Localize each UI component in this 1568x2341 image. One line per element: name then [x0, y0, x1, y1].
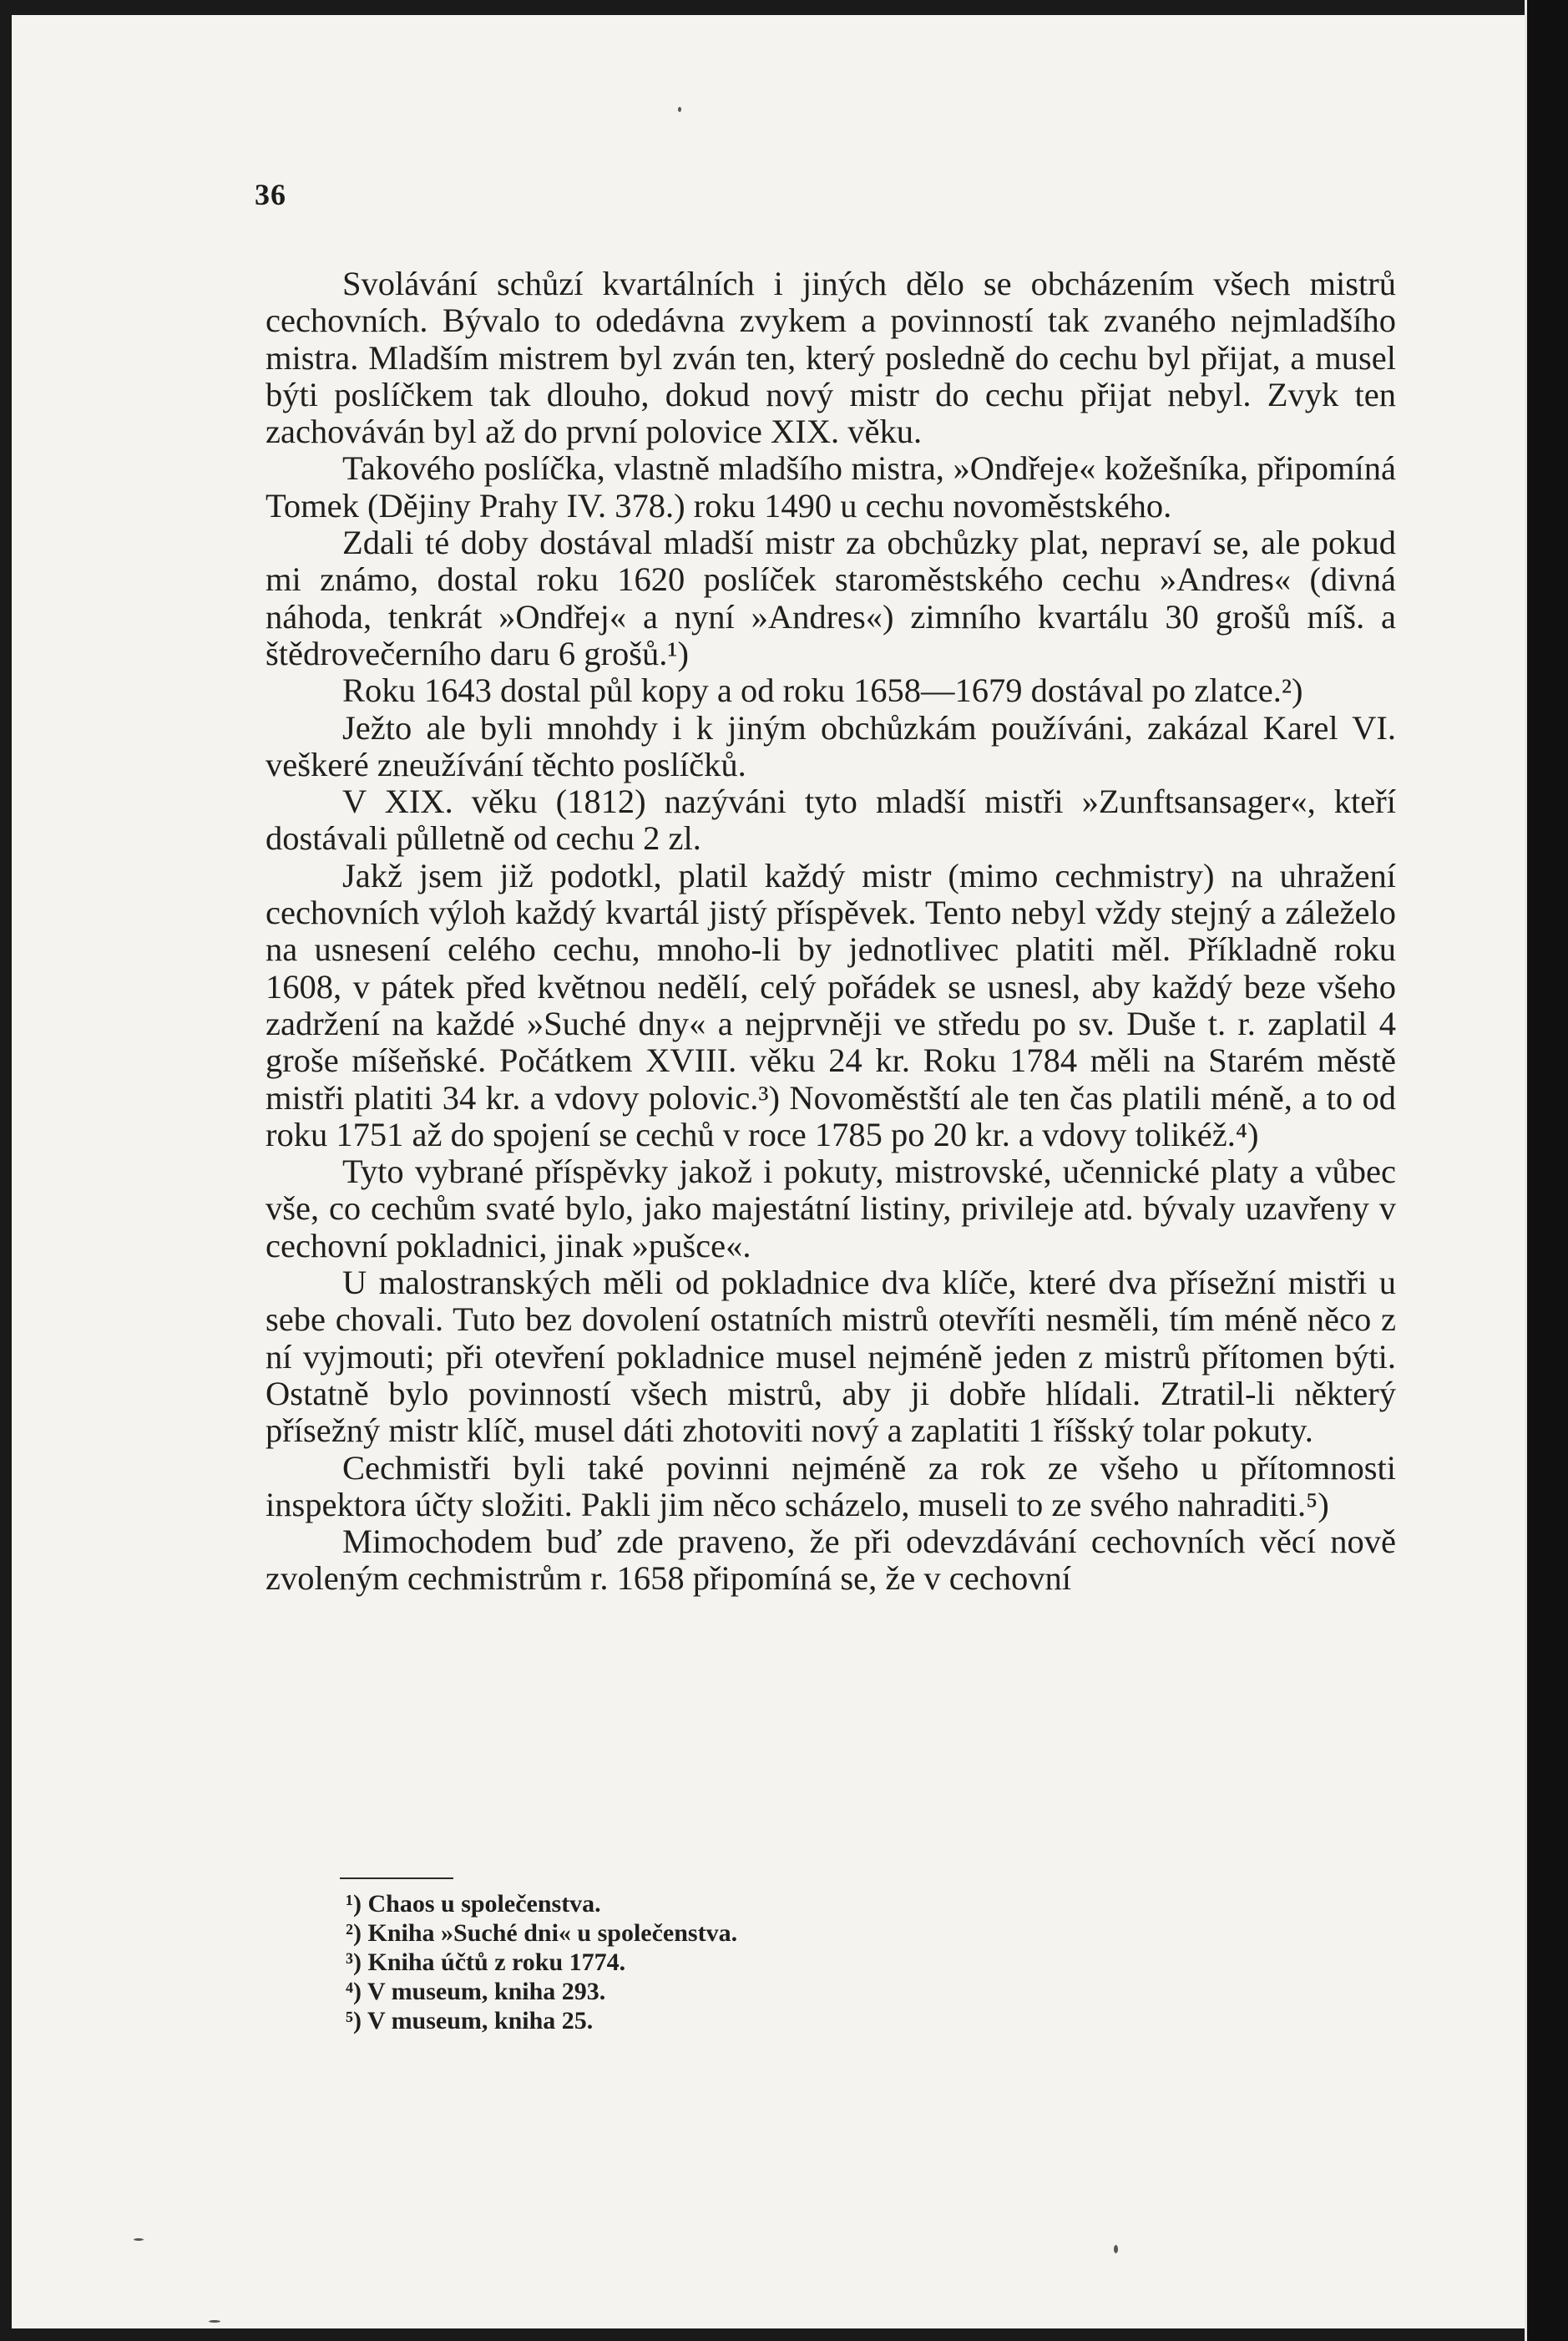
scan-speck — [209, 2320, 220, 2323]
main-text — [266, 266, 1396, 1598]
footnote: ¹) Chaos u společenstva. — [346, 1890, 601, 1918]
footnote: ⁴) V museum, kniha 293. — [346, 1978, 606, 2005]
paragraph: Zdali té doby dostával mladší mistr za obchůzky plat, nepraví se, ale pokud mi známo, dostal roku 1620 poslíček staroměstského cechu »Andres« (divná náhoda, tenkrát »Ondřej« a nyní »Andres«) zimního kvartálu 30 grošů míš. a štědrovečerního daru 6 grošů.¹) — [266, 524, 1396, 672]
footnote-divider — [340, 1877, 453, 1879]
paragraph: Takového poslíčka, vlastně mladšího mistra, »Ondřeje« kožešníka, připomíná Tomek (Dějiny Prahy IV. 378.) roku 1490 u cechu novoměstského. — [266, 449, 1396, 524]
paragraph: Ježto ale byli mnohdy i k jiným obchůzkám používáni, zakázal Karel VI. veškeré zneužívání těchto poslíčků. — [266, 708, 1396, 783]
paragraph: Svolávání schůzí kvartálních i jiných dělo se obcházením všech mistrů cechovních. Bývalo to odedávna zvykem a povinností tak zvaného nejmladšího mistra. Mladším mistrem byl zván ten, který posledně do cechu byl přijat, a musel býti poslíčkem tak dlouho, dokud nový mistr do cechu přijat nebyl. Zvyk ten zachováván byl až do první polovice XIX. věku. — [266, 265, 1396, 451]
footnote: ³) Kniha účtů z roku 1774. — [346, 1948, 626, 1976]
paragraph: Cechmistři byli také povinni nejméně za rok ze všeho u přítomnosti inspektora účty složiti. Pakli jim něco scházelo, museli to ze svého nahraditi.⁵) — [266, 1448, 1396, 1523]
footnote: ²) Kniha »Suché dni« u společenstva. — [346, 1919, 738, 1947]
paragraph: Mimochodem buď zde praveno, že při odevzdávání cechovních věcí nově zvoleným cechmistrům r. 1658 připomíná se, že v cechovní — [266, 1523, 1396, 1598]
page-edge — [1525, 0, 1527, 2341]
paragraph: Tyto vybrané příspěvky jakož i pokuty, mistrovské, učennické platy a vůbec vše, co cechům svaté bylo, jako majestátní listiny, privileje atd. bývaly uzavřeny v cechovní pokladnici, jinak »pušce«. — [266, 1153, 1396, 1264]
paragraph: V XIX. věku (1812) nazýváni tyto mladší mistři »Zunftsansager«, kteří dostávali půlletně od cechu 2 zl. — [266, 783, 1396, 858]
paragraph: Jakž jsem již podotkl, platil každý mistr (mimo cechmistry) na uhražení cechovních výloh každý kvartál jistý příspěvek. Tento nebyl vždy stejný a záleželo na usnesení celého cechu, mnoho-li by jednotlivec platiti měl. Příkladně roku 1608, v pátek před květnou nedělí, celý pořádek se usnesl, aby každý beze všeho zadržení na každé »Suché dny« a nejprvněji ve středu po sv. Duše t. r. zaplatil 4 groše míšeňské. Počátkem XVIII. věku 24 kr. Roku 1784 měli na Starém městě mistři platiti 34 kr. a vdovy polovic.³) Novoměstští ale ten čas platili méně, a to od roku 1751 až do spojení se cechů v roce 1785 po 20 kr. a vdovy tolikéž.⁴) — [266, 856, 1396, 1153]
scan-speck — [134, 2238, 144, 2241]
footnote: ⁵) V museum, kniha 25. — [346, 2007, 594, 2034]
scan-speck — [1114, 2245, 1118, 2253]
paragraph: Roku 1643 dostal půl kopy a od roku 1658—1679 dostával po zlatce.²) — [342, 671, 1303, 710]
scan-dark-margin — [1525, 0, 1568, 2341]
footnotes — [346, 1889, 1097, 2035]
page-number: 36 — [255, 178, 286, 211]
paragraph: U malostranských měli od pokladnice dva klíče, které dva přísežní mistři u sebe chovali. Tuto bez dovolení ostatních mistrů otevříti nesměli, tím méně něco z ní vyjmouti; při otevření pokladnice musel nejméně jeden z mistrů přítomen býti. Ostatně bylo povinností všech mistrů, aby ji dobře hlídali. Ztratil-li některý přísežný mistr klíč, musel dáti zhotoviti nový a zaplatiti 1 říšský tolar pokuty. — [266, 1264, 1396, 1450]
scan-speck — [678, 107, 681, 112]
